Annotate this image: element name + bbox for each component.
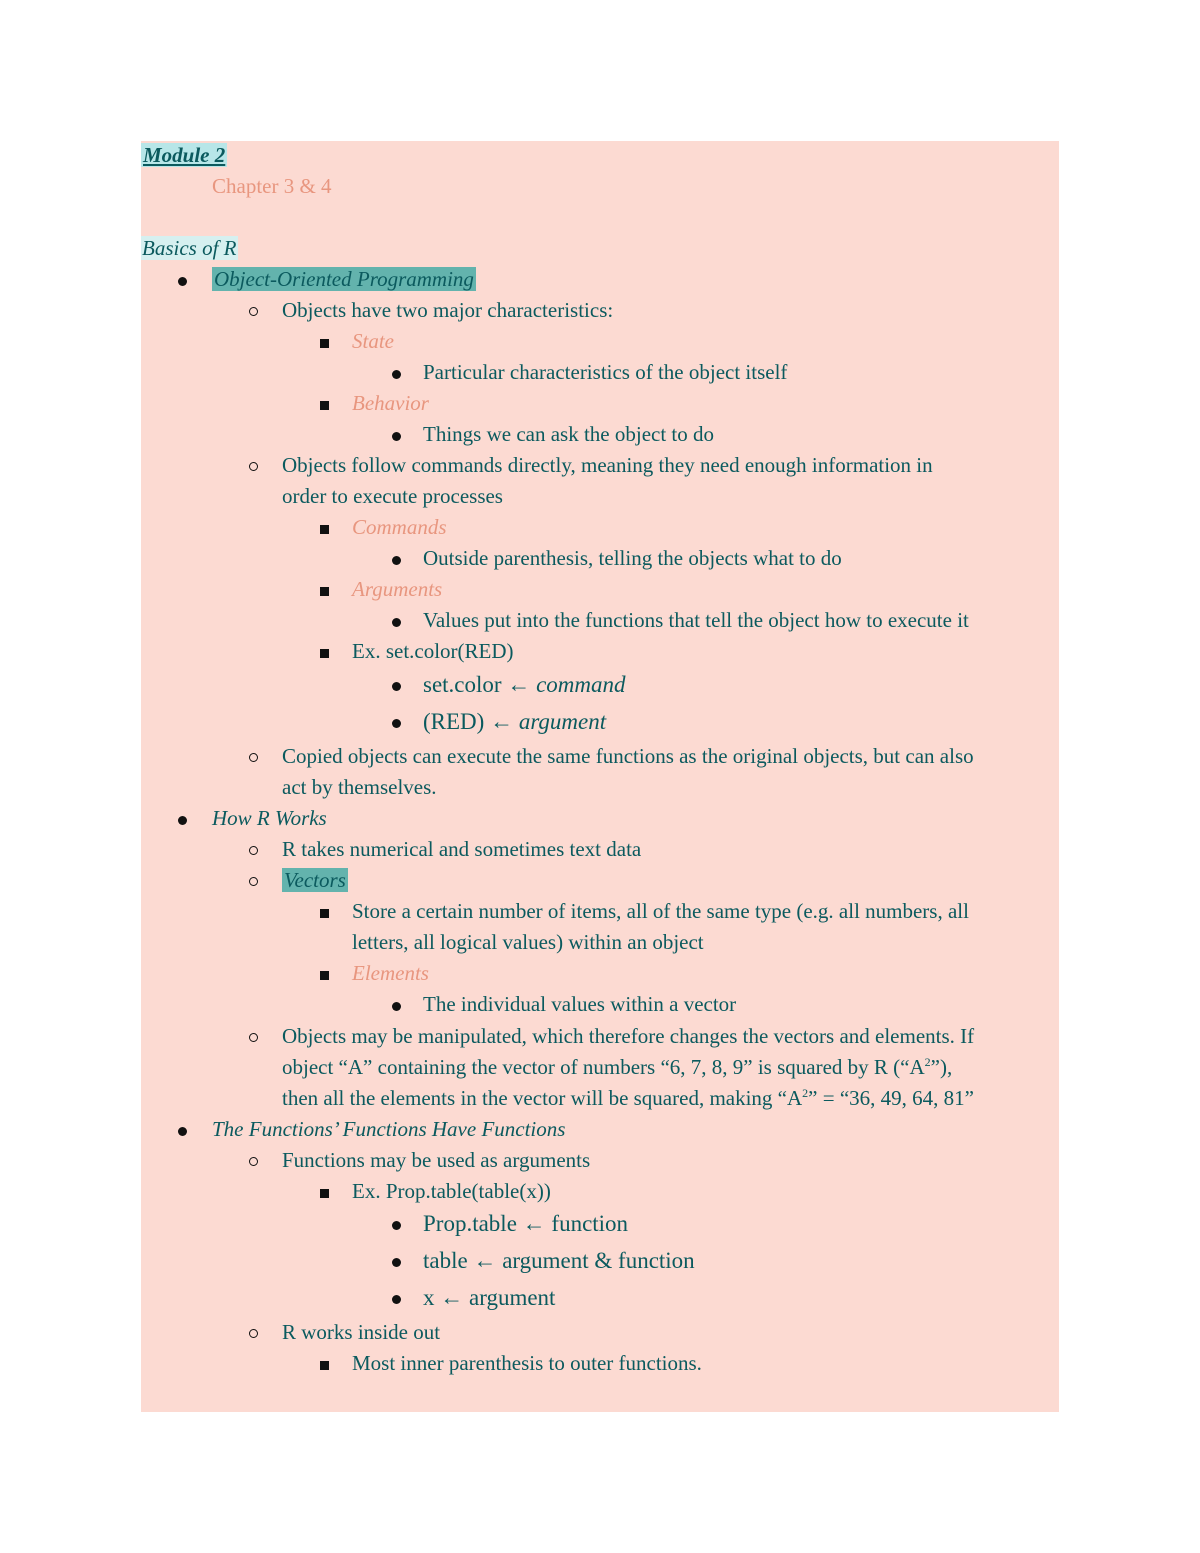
- bullet-dot: [392, 556, 401, 565]
- page-title: Module 2: [143, 143, 226, 167]
- heading-how-r-works: How R Works: [212, 806, 327, 830]
- list-item: R works inside out: [282, 1320, 441, 1344]
- bullet-square: [320, 909, 329, 918]
- bullet-dot: [392, 370, 401, 379]
- bullet-ring: [249, 1329, 258, 1338]
- bullet-dot: [392, 682, 401, 691]
- example-line: Ex. Prop.table(table(x)): [352, 1179, 551, 1203]
- section-heading: Basics of R: [142, 236, 237, 260]
- bullet-ring: [249, 753, 258, 762]
- bullet-dot: [392, 618, 401, 627]
- bullet-dot: [392, 1221, 401, 1230]
- code-example: Prop.table ← function: [423, 1211, 629, 1236]
- list-item: Functions may be used as arguments: [282, 1148, 591, 1172]
- list-item-continued: act by themselves.: [282, 775, 437, 799]
- list-item-continued: then all the elements in the vector will be squared, making “$A^2$” = “36, 49, 64, 81”: [282, 1086, 974, 1110]
- list-item: The individual values within a vector: [423, 992, 737, 1016]
- chapter-subtitle: Chapter 3 & 4: [212, 174, 332, 198]
- code-example: table ← argument & function: [423, 1248, 695, 1273]
- list-item-continued: letters, all logical values) within an object: [352, 930, 704, 954]
- list-item-continued: order to execute processes: [282, 484, 503, 508]
- bullet-square: [320, 1189, 329, 1198]
- bullet-dot: [178, 816, 187, 825]
- bullet-square: [320, 525, 329, 534]
- bullet-ring: [249, 877, 258, 886]
- bullet-dot: [392, 1258, 401, 1267]
- heading-functions: The Functions’ Functions Have Functions: [212, 1117, 566, 1141]
- bullet-dot: [392, 719, 401, 728]
- term-vectors: Vectors: [284, 868, 346, 892]
- list-item: Outside parenthesis, telling the objects what to do: [423, 546, 842, 570]
- list-item: Most inner parenthesis to outer functions.: [352, 1351, 702, 1375]
- list-item: Store a certain number of items, all of the same type (e.g. all numbers, all: [352, 899, 969, 923]
- bullet-ring: [249, 1157, 258, 1166]
- bullet-square: [320, 1361, 329, 1370]
- list-item-continued: object “A” containing the vector of numbers “6, 7, 8, 9” is squared by R $(“A^2”)$,: [282, 1055, 953, 1079]
- bullet-dot: [178, 1127, 187, 1136]
- term-state: State: [352, 329, 394, 353]
- list-item: Objects have two major characteristics:: [282, 298, 614, 322]
- list-item: Particular characteristics of the object itself: [423, 360, 788, 384]
- code-example: (RED) ← argument: [423, 709, 607, 734]
- bullet-ring: [249, 307, 258, 316]
- code-example: x ← argument: [423, 1285, 556, 1310]
- term-behavior: Behavior: [352, 391, 429, 415]
- bullet-dot: [392, 1295, 401, 1304]
- list-item: Things we can ask the object to do: [423, 422, 715, 446]
- heading-oop: Object-Oriented Programming: [214, 267, 474, 291]
- code-example: set.color ← command: [423, 672, 626, 697]
- bullet-ring: [249, 1033, 258, 1042]
- term-elements: Elements: [352, 961, 429, 985]
- bullet-dot: [392, 432, 401, 441]
- bullet-dot: [178, 277, 187, 286]
- list-item: R takes numerical and sometimes text data: [282, 837, 642, 861]
- bullet-ring: [249, 846, 258, 855]
- list-item: Values put into the functions that tell the object how to execute it: [423, 608, 969, 632]
- bullet-ring: [249, 462, 258, 471]
- bullet-square: [320, 401, 329, 410]
- term-arguments: Arguments: [352, 577, 443, 601]
- list-item: Objects follow commands directly, meaning they need enough information in: [282, 453, 933, 477]
- list-item: Objects may be manipulated, which therefore changes the vectors and elements. If: [282, 1024, 975, 1048]
- bullet-square: [320, 339, 329, 348]
- bullet-square: [320, 587, 329, 596]
- bullet-square: [320, 649, 329, 658]
- list-item: Copied objects can execute the same functions as the original objects, but can also: [282, 744, 974, 768]
- bullet-dot: [392, 1002, 401, 1011]
- term-commands: Commands: [352, 515, 447, 539]
- bullet-square: [320, 971, 329, 980]
- example-line: Ex. set.color(RED): [352, 639, 514, 663]
